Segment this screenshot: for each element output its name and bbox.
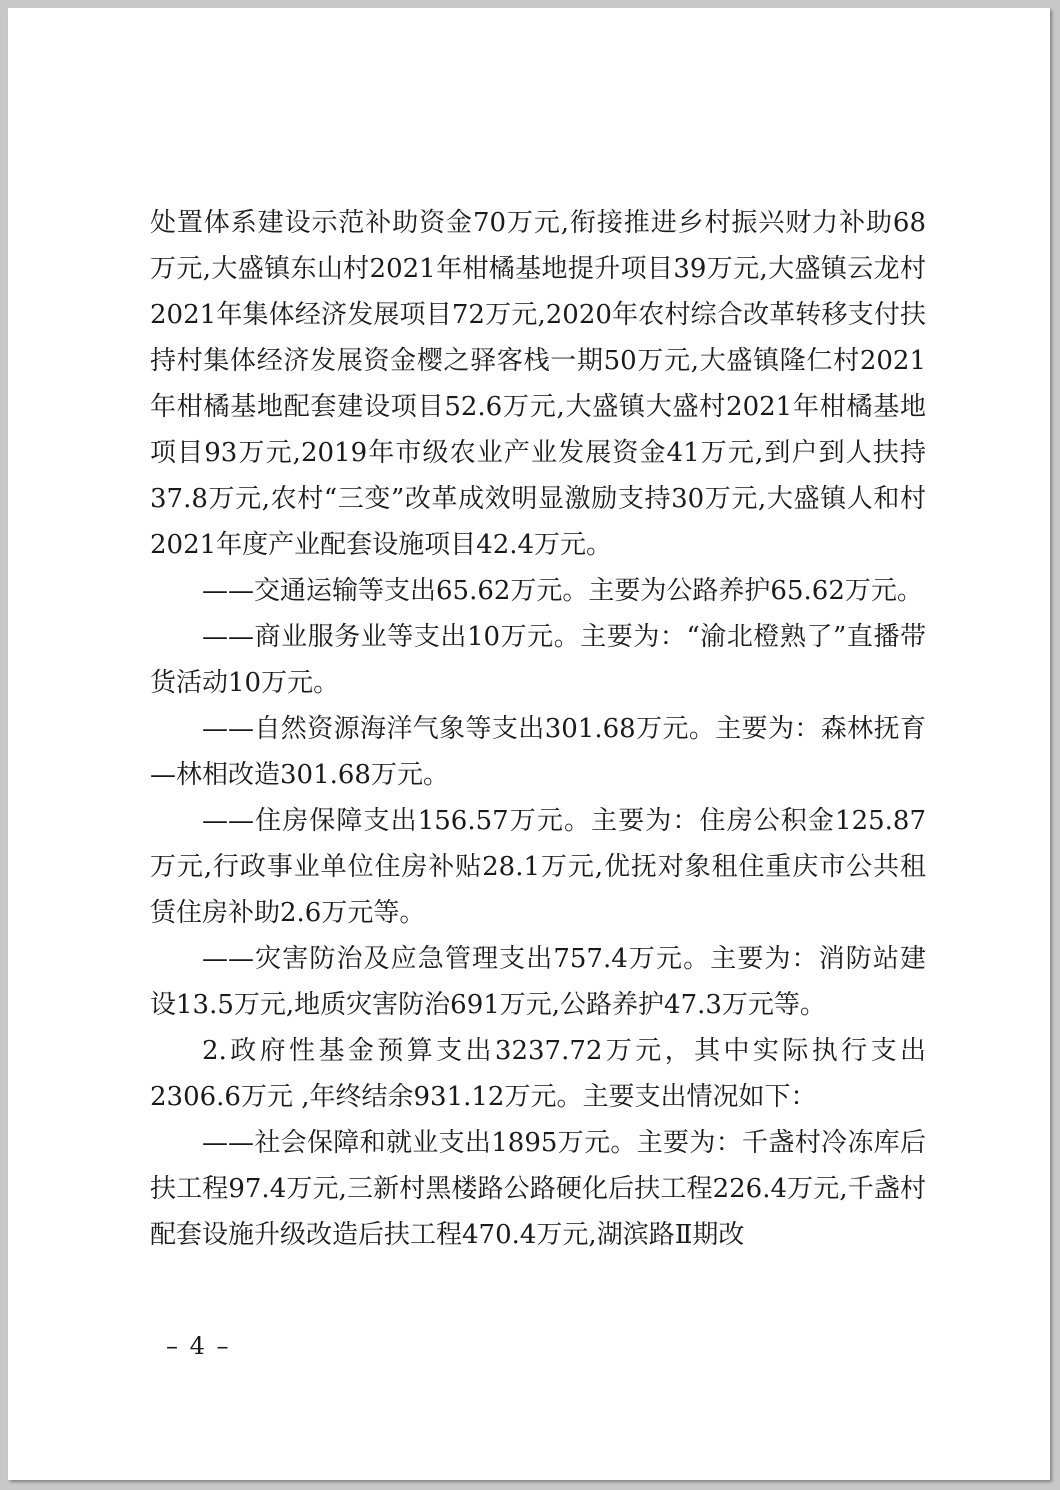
paragraph-social-security-expense: ——社会保障和就业支出1895万元。主要为：千盏村冷冻库后扶工程97.4万元,三新村黑楼路公路硬化后扶工程226.4万元,千盏村配套设施升级改造后扶工程470.4万元,湖滨路Ⅱ期改 (150, 1128, 926, 1250)
paragraph-fund-budget: 2.政府性基金预算支出3237.72万元，其中实际执行支出2306.6万元 ,年终结余931.12万元。主要支出情况如下： (150, 1036, 926, 1112)
paragraph-transport-expense: ——交通运输等支出65.62万元。主要为公路养护65.62万元。 (202, 576, 923, 606)
paragraph-commerce-expense: ——商业服务业等支出10万元。主要为：“渝北橙熟了”直播带货活动10万元。 (150, 622, 926, 698)
paragraph-disaster-expense: ——灾害防治及应急管理支出757.4万元。主要为：消防站建设13.5万元,地质灾害防治691万元,公路养护47.3万元等。 (150, 944, 926, 1020)
paragraph-natural-resources-expense: ——自然资源海洋气象等支出301.68万元。主要为：森林抚育—林相改造301.68万元。 (150, 714, 926, 790)
document-page (8, 8, 1050, 1480)
page-number: – 4 – (166, 1332, 231, 1360)
paragraph-continuation: 处置体系建设示范补助资金70万元,衔接推进乡村振兴财力补助68万元,大盛镇东山村2021年柑橘基地提升项目39万元,大盛镇云龙村2021年集体经济发展项目72万元,2020年农村综合改革转移支付扶持村集体经济发展资金樱之驿客栈一期50万元,大盛镇隆仁村2021年柑橘基地配套建设项目52.6万元,大盛镇大盛村2021年柑橘基地项目93万元,2019年市级农业产业发展资金41万元,到户到人扶持37.8万元,农村“三变”改革成效明显激励支持30万元,大盛镇人和村2021年度产业配套设施项目42.4万元。 (150, 208, 926, 560)
body-text (150, 200, 926, 1258)
paragraph-housing-expense: ——住房保障支出156.57万元。主要为：住房公积金125.87万元,行政事业单位住房补贴28.1万元,优抚对象租住重庆市公共租赁住房补助2.6万元等。 (150, 806, 926, 928)
